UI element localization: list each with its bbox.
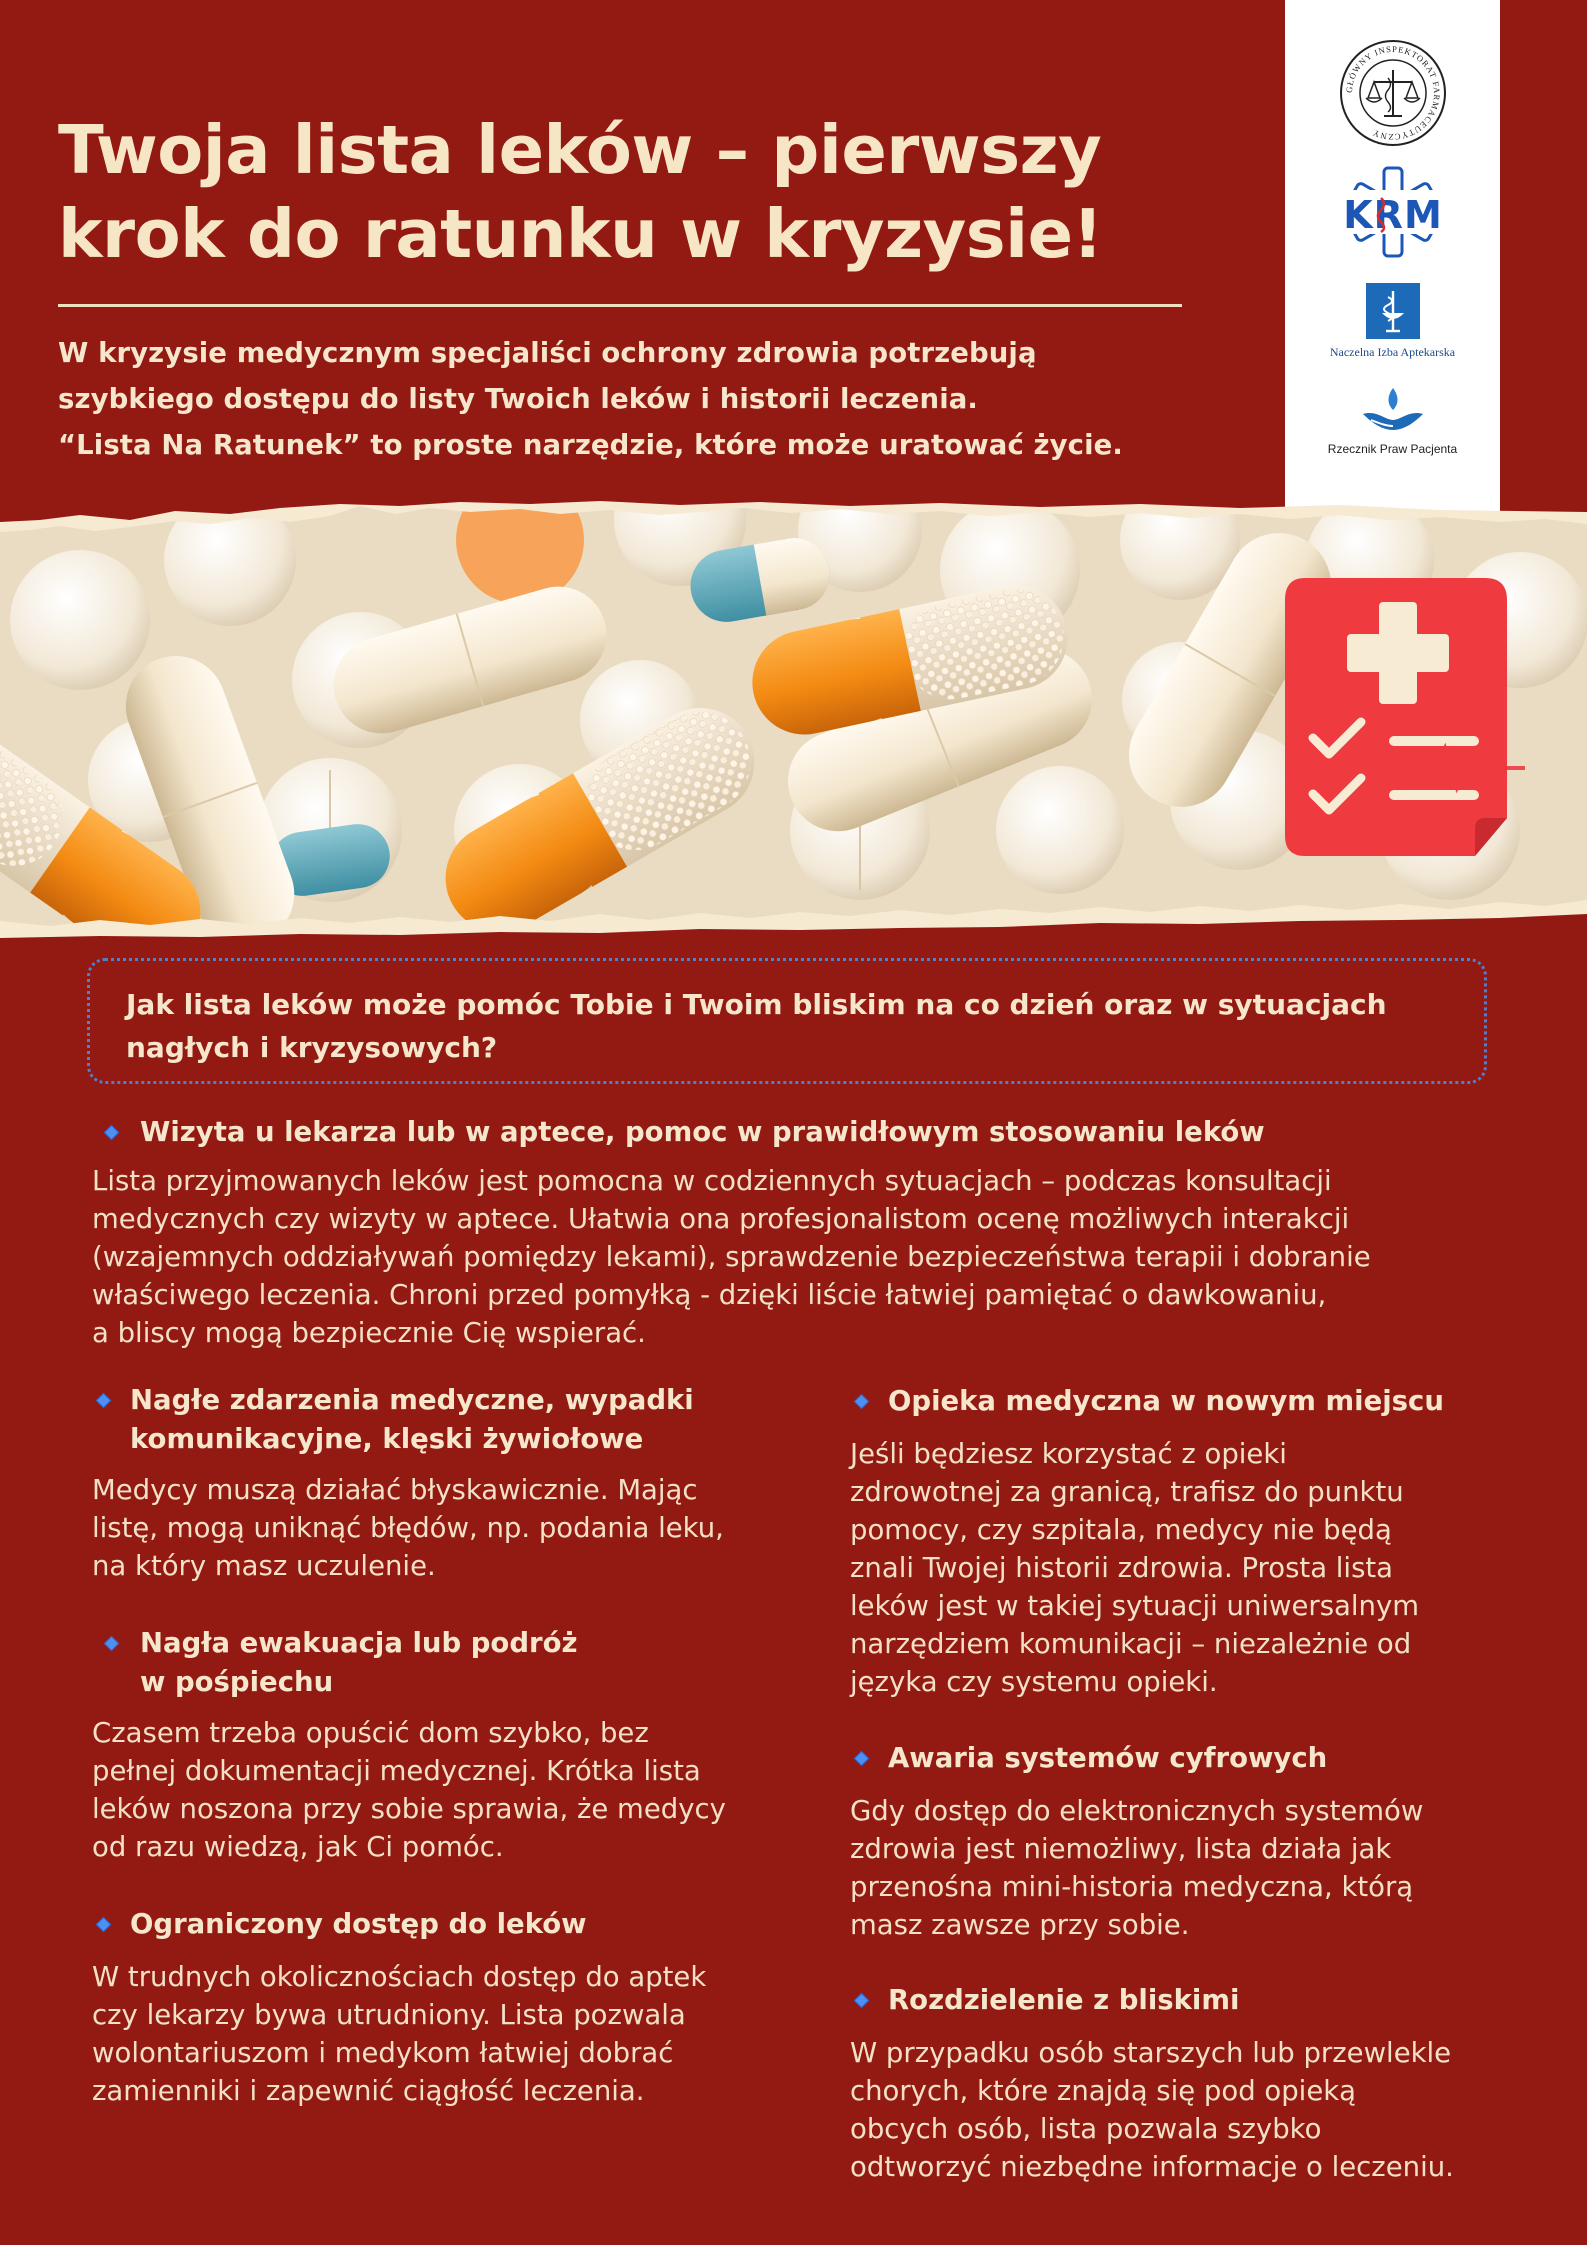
body-line: zdrowotnej za granicą, trafisz do punktu — [850, 1476, 1404, 1508]
body-line: (wzajemnych oddziaływań pomiędzy lekami), sprawdzenie bezpieczeństwa terapii i dobranie — [92, 1241, 1371, 1273]
diamond-bullet-icon — [104, 1636, 120, 1652]
heading-line: Ograniczony dostęp do leków — [130, 1908, 587, 1940]
nia-logo — [1285, 283, 1500, 360]
pills-photo-band — [0, 500, 1587, 940]
question-line: nagłych i kryzysowych? — [126, 1031, 498, 1064]
diamond-bullet-icon — [96, 1393, 112, 1409]
body-line: zamienniki i zapewnić ciągłość leczenia. — [92, 2075, 645, 2107]
body-line: a bliscy mogą bezpiecznie Cię wspierać. — [92, 1317, 646, 1349]
title-divider — [58, 304, 1182, 307]
heading-line: Opieka medyczna w nowym miejscu — [888, 1385, 1444, 1417]
hands-flame-icon — [1353, 384, 1433, 436]
bowl-of-hygieia-icon — [1366, 283, 1420, 339]
section-emergencies — [92, 1381, 792, 1585]
body-line: Czasem trzeba opuścić dom szybko, bez — [92, 1717, 649, 1749]
heading-line: Rozdzielenie z bliskimi — [888, 1984, 1240, 2016]
body-line: narzędziem komunikacji – niezależnie od — [850, 1628, 1412, 1660]
body-line: leków noszona przy sobie sprawia, że medycy — [92, 1793, 726, 1825]
medical-checklist-icon — [1285, 578, 1525, 856]
diamond-bullet-icon — [104, 1125, 120, 1141]
body-line: listę, mogą uniknąć błędów, np. podania leku, — [92, 1512, 724, 1544]
gif-ring-text: GŁÓWNY INSPEKTORAT FARMACEUTYCZNY — [1343, 43, 1442, 143]
question-text — [126, 983, 1448, 1069]
section-evacuation — [92, 1624, 792, 1866]
body-line: odtworzyć niezbędne informacje o leczeniu. — [850, 2151, 1454, 2183]
body-line: na który masz uczulenie. — [92, 1550, 436, 1582]
body-line: W przypadku osób starszych lub przewlekle — [850, 2037, 1452, 2069]
section-limited-access — [92, 1905, 792, 2110]
section-body — [92, 1162, 1512, 1352]
section-body — [92, 1471, 792, 1585]
star-of-life-icon — [1331, 160, 1455, 264]
nia-caption: Naczelna Izba Aptekarska — [1329, 345, 1456, 359]
intro-line: “Lista Na Ratunek” to proste narzędzie, które może uratować życie. — [58, 429, 1123, 461]
body-line: czy lekarzy bywa utrudniony. Lista pozwala — [92, 1999, 686, 2031]
page-title — [58, 108, 1238, 276]
section-body — [850, 1792, 1550, 1944]
title-line: Twoja lista leków – pierwszy — [58, 111, 1102, 189]
body-line: obcych osób, lista pozwala szybko — [850, 2113, 1322, 2145]
diamond-bullet-icon — [854, 1993, 870, 2009]
rpp-caption: Rzecznik Praw Pacjenta — [1327, 442, 1458, 456]
section-heading — [850, 1739, 1550, 1778]
body-line: W trudnych okolicznościach dostęp do aptek — [92, 1961, 707, 1993]
question-callout — [87, 958, 1487, 1084]
body-line: pełnej dokumentacji medycznej. Krótka lista — [92, 1755, 701, 1787]
body-line: chorych, które znajdą się pod opieką — [850, 2075, 1357, 2107]
intro-line: W kryzysie medycznym specjaliści ochrony zdrowia potrzebują — [58, 337, 1037, 369]
section-body — [850, 2034, 1550, 2186]
heading-line: Nagłe zdarzenia medyczne, wypadki — [130, 1384, 694, 1416]
body-line: właściwego leczenia. Chroni przed pomyłką - dzięki liście łatwiej pamiętać o dawkowaniu, — [92, 1279, 1327, 1311]
section-heading — [92, 1905, 792, 1944]
section-body — [92, 1958, 792, 2110]
body-line: zdrowia jest niemożliwy, lista działa jak — [850, 1833, 1392, 1865]
heading-line: w pośpiechu — [140, 1666, 334, 1698]
section-body — [850, 1435, 1550, 1701]
body-line: masz zawsze przy sobie. — [850, 1909, 1190, 1941]
section-body — [92, 1714, 792, 1866]
body-line: od razu wiedzą, jak Ci pomóc. — [92, 1831, 504, 1863]
body-line: Medycy muszą działać błyskawicznie. Mając — [92, 1474, 698, 1506]
heading-line: Awaria systemów cyfrowych — [888, 1742, 1328, 1774]
section-heading — [92, 1381, 792, 1459]
body-line: znali Twojej historii zdrowia. Prosta lista — [850, 1552, 1394, 1584]
heading-line: Wizyta u lekarza lub w aptece, pomoc w prawidłowym stosowaniu leków — [140, 1116, 1265, 1148]
section-separation — [850, 1981, 1550, 2186]
section-heading — [850, 1382, 1550, 1421]
gif-logo — [1285, 38, 1500, 152]
heading-line: Nagła ewakuacja lub podróż — [140, 1627, 578, 1659]
section-doctor-visit — [92, 1113, 1512, 1352]
body-line: medycznych czy wizyty w aptece. Ułatwia ona profesjonalistom ocenę możliwych interakcji — [92, 1203, 1350, 1235]
question-line: Jak lista leków może pomóc Tobie i Twoim bliskim na co dzień oraz w sytuacjach — [126, 988, 1387, 1021]
kirm-logo — [1285, 160, 1500, 268]
body-line: wolontariuszom i medykom łatwiej dobrać — [92, 2037, 674, 2069]
section-heading — [850, 1981, 1550, 2020]
body-line: pomocy, czy szpitala, medycy nie będą — [850, 1514, 1392, 1546]
intro-text — [58, 330, 1258, 468]
section-heading — [92, 1624, 792, 1702]
intro-line: szybkiego dostępu do listy Twoich leków i historii leczenia. — [58, 383, 978, 415]
body-line: przenośna mini-historia medyczna, którą — [850, 1871, 1414, 1903]
heading-line: komunikacyjne, klęski żywiołowe — [130, 1423, 644, 1455]
body-line: języka czy systemu opieki. — [850, 1666, 1218, 1698]
diamond-bullet-icon — [854, 1751, 870, 1767]
body-line: Gdy dostęp do elektronicznych systemów — [850, 1795, 1424, 1827]
partner-logos — [1285, 0, 1500, 515]
body-line: leków jest w takiej sytuacji uniwersalnym — [850, 1590, 1420, 1622]
body-line: Jeśli będziesz korzystać z opieki — [850, 1438, 1287, 1470]
diamond-bullet-icon — [854, 1394, 870, 1410]
scales-of-justice-icon — [1338, 38, 1448, 148]
section-heading — [92, 1113, 1512, 1152]
body-line: Lista przyjmowanych leków jest pomocna w codziennych sytuacjach – podczas konsultacji — [92, 1165, 1332, 1197]
kirm-text: KRM — [1342, 193, 1443, 237]
title-line: krok do ratunku w kryzysie! — [58, 195, 1103, 273]
diamond-bullet-icon — [96, 1917, 112, 1933]
section-digital-failure — [850, 1739, 1550, 1944]
rpp-logo — [1285, 384, 1500, 456]
section-new-place — [850, 1382, 1550, 1701]
pills-and-capsules-photo — [0, 500, 1587, 940]
